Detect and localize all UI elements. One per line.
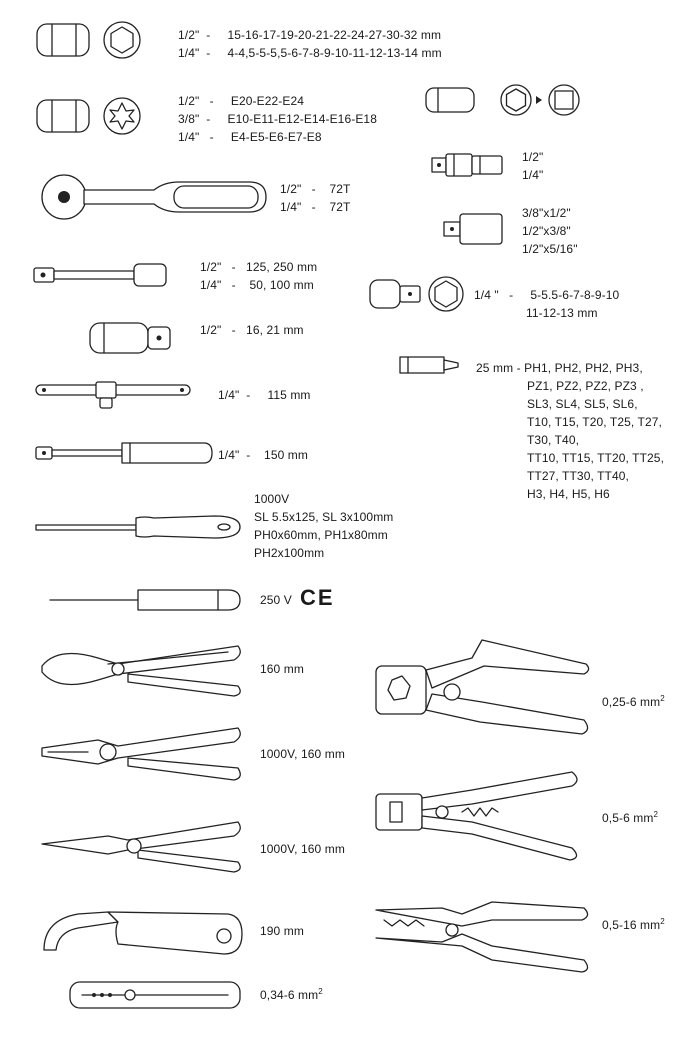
bit-sockets-line-1: 1/4 " - 5-5.5-6-7-8-9-10 xyxy=(474,288,620,302)
universal-joint-line-1: 1/2" xyxy=(522,150,544,164)
bit-icon xyxy=(398,354,462,376)
extension-bar-icon xyxy=(32,260,172,290)
large-crimper-value: 0,5-16 mm xyxy=(602,918,661,932)
screwdrivers-line-2: SL 5.5x125, SL 3x100mm xyxy=(254,510,394,524)
spark-plug-socket-icon xyxy=(86,318,176,358)
torx-line-1: 1/2" - E20-E22-E24 xyxy=(178,94,305,108)
spark-plug-line-1: 1/2" - 16, 21 mm xyxy=(200,323,304,337)
large-crimper-icon xyxy=(372,890,594,980)
spinner-line-1: 1/4" - 150 mm xyxy=(218,448,308,462)
side-cutters-icon xyxy=(38,636,244,702)
extension-line-1: 1/2" - 125, 250 mm xyxy=(200,260,318,274)
bits-line-8: H3, H4, H5, H6 xyxy=(527,487,610,501)
bit-socket-icon xyxy=(368,274,468,314)
screwdriver-icon xyxy=(34,512,244,542)
universal-joint-icon xyxy=(430,148,510,184)
tester-line-1: 250 V xyxy=(260,593,292,607)
ferrule-crimper-unit-sup: 2 xyxy=(660,694,665,703)
sockets-line-2: 1/4" - 4-4,5-5-5,5-6-7-8-9-10-11-12-13-14 mm xyxy=(178,46,442,60)
bits-line-5: T30, T40, xyxy=(527,433,580,447)
cable-knife-icon xyxy=(38,900,244,962)
large-crimper-line-1 xyxy=(602,916,665,934)
combination-pliers-icon xyxy=(38,720,244,786)
adapters-line-2: 1/2"x3/8" xyxy=(522,224,571,238)
sockets-line-1: 1/2" - 15-16-17-19-20-21-22-24-27-30-32 mm xyxy=(178,28,442,42)
torx-socket-icon xyxy=(32,94,142,138)
adapters-line-3: 1/2"x5/16" xyxy=(522,242,578,256)
side-cutters-line-1: 160 mm xyxy=(260,662,304,676)
screwdrivers-line-1: 1000V xyxy=(254,492,290,506)
extension-line-2: 1/4" - 50, 100 mm xyxy=(200,278,314,292)
terminal-crimper-value: 0,5-6 mm xyxy=(602,811,654,825)
long-nose-pliers-line-1: 1000V, 160 mm xyxy=(260,842,345,856)
screwdrivers-line-4: PH2x100mm xyxy=(254,546,325,560)
cable-knife-line-1: 190 mm xyxy=(260,924,304,938)
terminal-crimper-unit-sup: 2 xyxy=(653,810,659,819)
bits-line-7: TT27, TT30, TT40, xyxy=(527,469,629,483)
bits-line-3: SL3, SL4, SL5, SL6, xyxy=(527,397,638,411)
ferrule-crimper-line-1 xyxy=(602,693,665,711)
bit-sockets-line-2: 11-12-13 mm xyxy=(526,306,598,320)
spinner-handle-icon xyxy=(34,437,214,469)
combination-pliers-line-1: 1000V, 160 mm xyxy=(260,747,345,761)
wire-stripper-icon xyxy=(68,976,244,1014)
socket-icon xyxy=(32,18,142,62)
adapters-line-1: 3/8"x1/2" xyxy=(522,206,571,220)
adapter-socket-icon xyxy=(424,82,584,118)
ferrule-crimper-value: 0,25-6 mm xyxy=(602,695,661,709)
universal-joint-line-2: 1/4" xyxy=(522,168,544,182)
bits-line-1: 25 mm - PH1, PH2, PH2, PH3, xyxy=(476,361,643,375)
torx-line-2: 3/8" - E10-E11-E12-E14-E16-E18 xyxy=(178,112,377,126)
bits-line-2: PZ1, PZ2, PZ2, PZ3 , xyxy=(527,379,644,393)
screwdrivers-line-3: PH0x60mm, PH1x80mm xyxy=(254,528,388,542)
voltage-tester-icon xyxy=(48,585,244,615)
stripper-line-1 xyxy=(260,986,323,1004)
ratchet-line-1: 1/2" - 72T xyxy=(280,182,351,196)
ferrule-crimper-icon xyxy=(372,636,594,746)
bits-line-6: TT10, TT15, TT20, TT25, xyxy=(527,451,665,465)
t-handle-icon xyxy=(34,380,194,410)
long-nose-pliers-icon xyxy=(38,812,244,878)
large-crimper-unit-sup: 2 xyxy=(660,917,665,926)
terminal-crimper-line-1 xyxy=(602,809,658,827)
stripper-unit-sup: 2 xyxy=(318,987,323,996)
t-handle-line-1: 1/4" - 115 mm xyxy=(218,388,311,402)
ratchet-icon xyxy=(34,172,274,222)
stripper-value: 0,34-6 mm xyxy=(260,988,319,1002)
ce-mark: CE xyxy=(300,585,335,610)
torx-line-3: 1/4" - E4-E5-E6-E7-E8 xyxy=(178,130,322,144)
ratchet-line-2: 1/4" - 72T xyxy=(280,200,351,214)
bits-line-4: T10, T15, T20, T25, T27, xyxy=(527,415,662,429)
socket-adapter-icon xyxy=(442,210,508,246)
terminal-crimper-icon xyxy=(372,766,594,866)
